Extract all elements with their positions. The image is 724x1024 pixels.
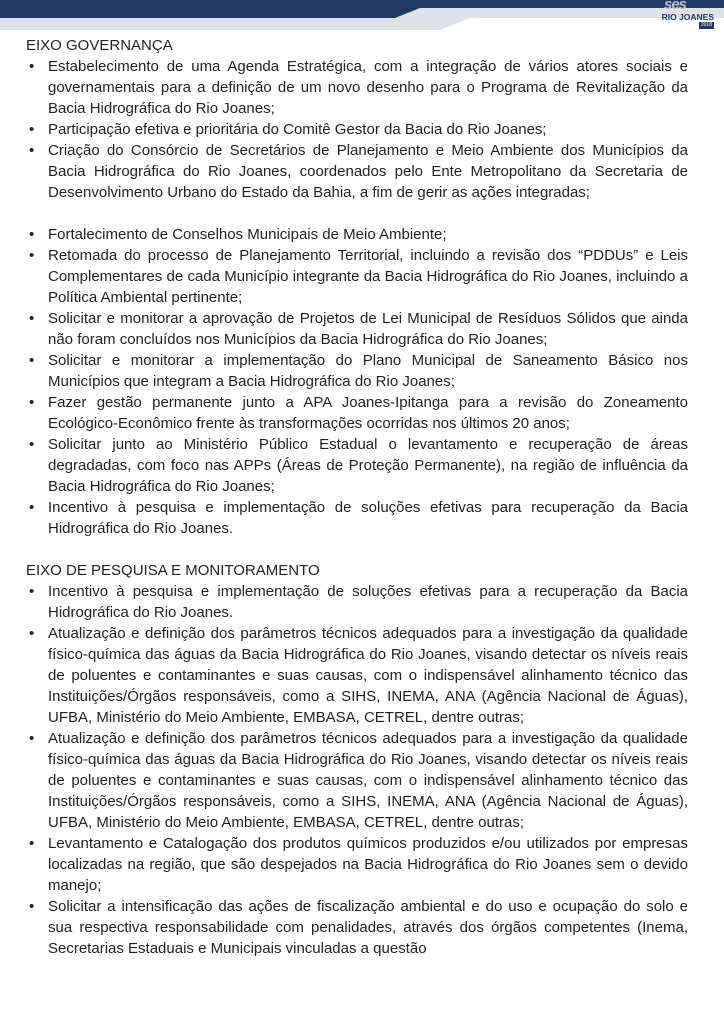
bullet-icon: • bbox=[29, 58, 35, 75]
list-item bbox=[26, 728, 688, 833]
section-pesquisa-monitoramento bbox=[26, 560, 688, 959]
bullet-icon: • bbox=[29, 436, 35, 453]
bullet-icon: • bbox=[29, 625, 35, 642]
bullet-icon: • bbox=[29, 310, 35, 327]
list-item-text: Solicitar a intensificação das ações de fiscalização ambiental e do uso e ocupação do solo e sua respectiva responsabilidade com penalidades, através dos órgãos competentes (Inema, Secretarias Estaduais e Municipais vinculadas a questão bbox=[48, 898, 688, 957]
bullet-icon: • bbox=[29, 835, 35, 852]
list-item-text: Retomada do processo de Planejamento Territorial, incluindo a revisão dos “PDDUs” e Leis Complementares de cada Município integrante da Bacia Hidrográfica do Rio Joanes, incluindo a Política Ambiental pertinente; bbox=[48, 247, 688, 306]
list-item-text: Criação do Consórcio de Secretários de Planejamento e Meio Ambiente dos Municípios da Bacia Hidrográfica do Rio Joanes, coordenados pelo Ente Metropolitano da Secretaria de Desenvolvimento Urbano do Estado da Bahia, a fim de gerir as ações integradas; bbox=[48, 142, 688, 201]
logo-subtitle: 2018 bbox=[700, 22, 712, 28]
bullet-icon: • bbox=[29, 121, 35, 138]
list-item-text: Incentivo à pesquisa e implementação de soluções efetivas para a recuperação da Bacia Hidrográfica do Rio Joanes. bbox=[48, 583, 688, 621]
list-item-text: Estabelecimento de uma Agenda Estratégica, com a integração de vários atores sociais e governamentais para a definição de um novo desenho para o Programa de Revitalização da Bacia Hidrográfica do Rio Joanes; bbox=[48, 58, 688, 117]
bullet-icon: • bbox=[29, 352, 35, 369]
list-item bbox=[26, 119, 688, 140]
bullet-icon: • bbox=[29, 226, 35, 243]
header-band bbox=[0, 0, 724, 30]
list-item-text: Fortalecimento de Conselhos Municipais de Meio Ambiente; bbox=[48, 226, 447, 243]
logo-mark: ses bbox=[664, 0, 687, 13]
list-item-text: Incentivo à pesquisa e implementação de soluções efetivas para recuperação da Bacia Hidrográfica do Rio Joanes. bbox=[48, 499, 688, 537]
list-item bbox=[26, 581, 688, 623]
bullet-icon: • bbox=[29, 583, 35, 600]
list-item-text: Atualização e definição dos parâmetros técnicos adequados para a investigação da qualidade físico-química das águas da Bacia Hidrográfica do Rio Joanes, visando detectar os níveis reais de poluentes e contaminantes e suas causas, com o indispensável alinhamento técnico das Instituições/Órgãos responsáveis, como a SIHS, INEMA, ANA (Agência Nacional de Águas), UFBA, Ministério do Meio Ambiente, EMBASA, CETREL, dentre outras; bbox=[48, 730, 688, 831]
section-governanca bbox=[26, 35, 688, 539]
list-item bbox=[26, 56, 688, 119]
list-item-text: Fazer gestão permanente junto a APA Joanes-Ipitanga para a revisão do Zoneamento Ecológico-Econômico frente às transformações ocorridas nos últimos 20 anos; bbox=[48, 394, 688, 432]
bullet-icon: • bbox=[29, 394, 35, 411]
list-item bbox=[26, 308, 688, 350]
section-spacer bbox=[26, 539, 688, 560]
section-title: EIXO DE PESQUISA E MONITORAMENTO bbox=[26, 562, 320, 579]
bullet-icon: • bbox=[29, 142, 35, 159]
list-item bbox=[26, 434, 688, 497]
list-item bbox=[26, 833, 688, 896]
section-title: EIXO GOVERNANÇA bbox=[26, 37, 173, 54]
list-item bbox=[26, 350, 688, 392]
list-item-text: Participação efetiva e prioritária do Comitê Gestor da Bacia do Rio Joanes; bbox=[48, 121, 547, 138]
list-item-text: Atualização e definição dos parâmetros técnicos adequados para a investigação da qualidade físico-química das águas da Bacia Hidrográfica do Rio Joanes, visando detectar os níveis reais de poluentes e contaminantes e suas causas, com o indispensável alinhamento técnico das Instituições/Órgãos responsáveis, como a SIHS, INEMA, ANA (Agência Nacional de Águas), UFBA, Ministério do Meio Ambiente, EMBASA, CETREL, dentre outras; bbox=[48, 625, 688, 726]
list-item bbox=[26, 224, 688, 245]
list-item-text: Levantamento e Catalogação dos produtos químicos produzidos e/ou utilizados por empresas localizadas na região, que são despejados na Bacia Hidrográfica do Rio Joanes sem o devido manejo; bbox=[48, 835, 688, 894]
list-item bbox=[26, 623, 688, 728]
list-item bbox=[26, 245, 688, 308]
bullet-icon: • bbox=[29, 499, 35, 516]
list-item-text: Solicitar e monitorar a implementação do Plano Municipal de Saneamento Básico nos Municípios que integram a Bacia Hidrográfica do Rio Joanes; bbox=[48, 352, 688, 390]
list-item-text: Solicitar junto ao Ministério Público Estadual o levantamento e recuperação de áreas degradadas, com foco nas APPs (Áreas de Proteção Permanente), na região de influência da Bacia Hidrográfica do Rio Joanes; bbox=[48, 436, 688, 495]
ses-rio-joanes-logo bbox=[652, 0, 714, 30]
bullet-list bbox=[26, 56, 688, 539]
bullet-list bbox=[26, 581, 688, 959]
bullet-icon: • bbox=[29, 730, 35, 747]
document-body bbox=[26, 35, 688, 959]
list-item bbox=[26, 497, 688, 539]
logo-name: RIO JOANES bbox=[661, 12, 714, 22]
bullet-icon: • bbox=[29, 247, 35, 264]
list-item-text: Solicitar e monitorar a aprovação de Projetos de Lei Municipal de Resíduos Sólidos que ainda não foram concluídos nos Municípios da Bacia Hidrográfica do Rio Joanes; bbox=[48, 310, 688, 348]
bullet-icon: • bbox=[29, 898, 35, 915]
list-spacer bbox=[26, 203, 688, 224]
list-item bbox=[26, 896, 688, 959]
list-item bbox=[26, 140, 688, 203]
list-item bbox=[26, 392, 688, 434]
